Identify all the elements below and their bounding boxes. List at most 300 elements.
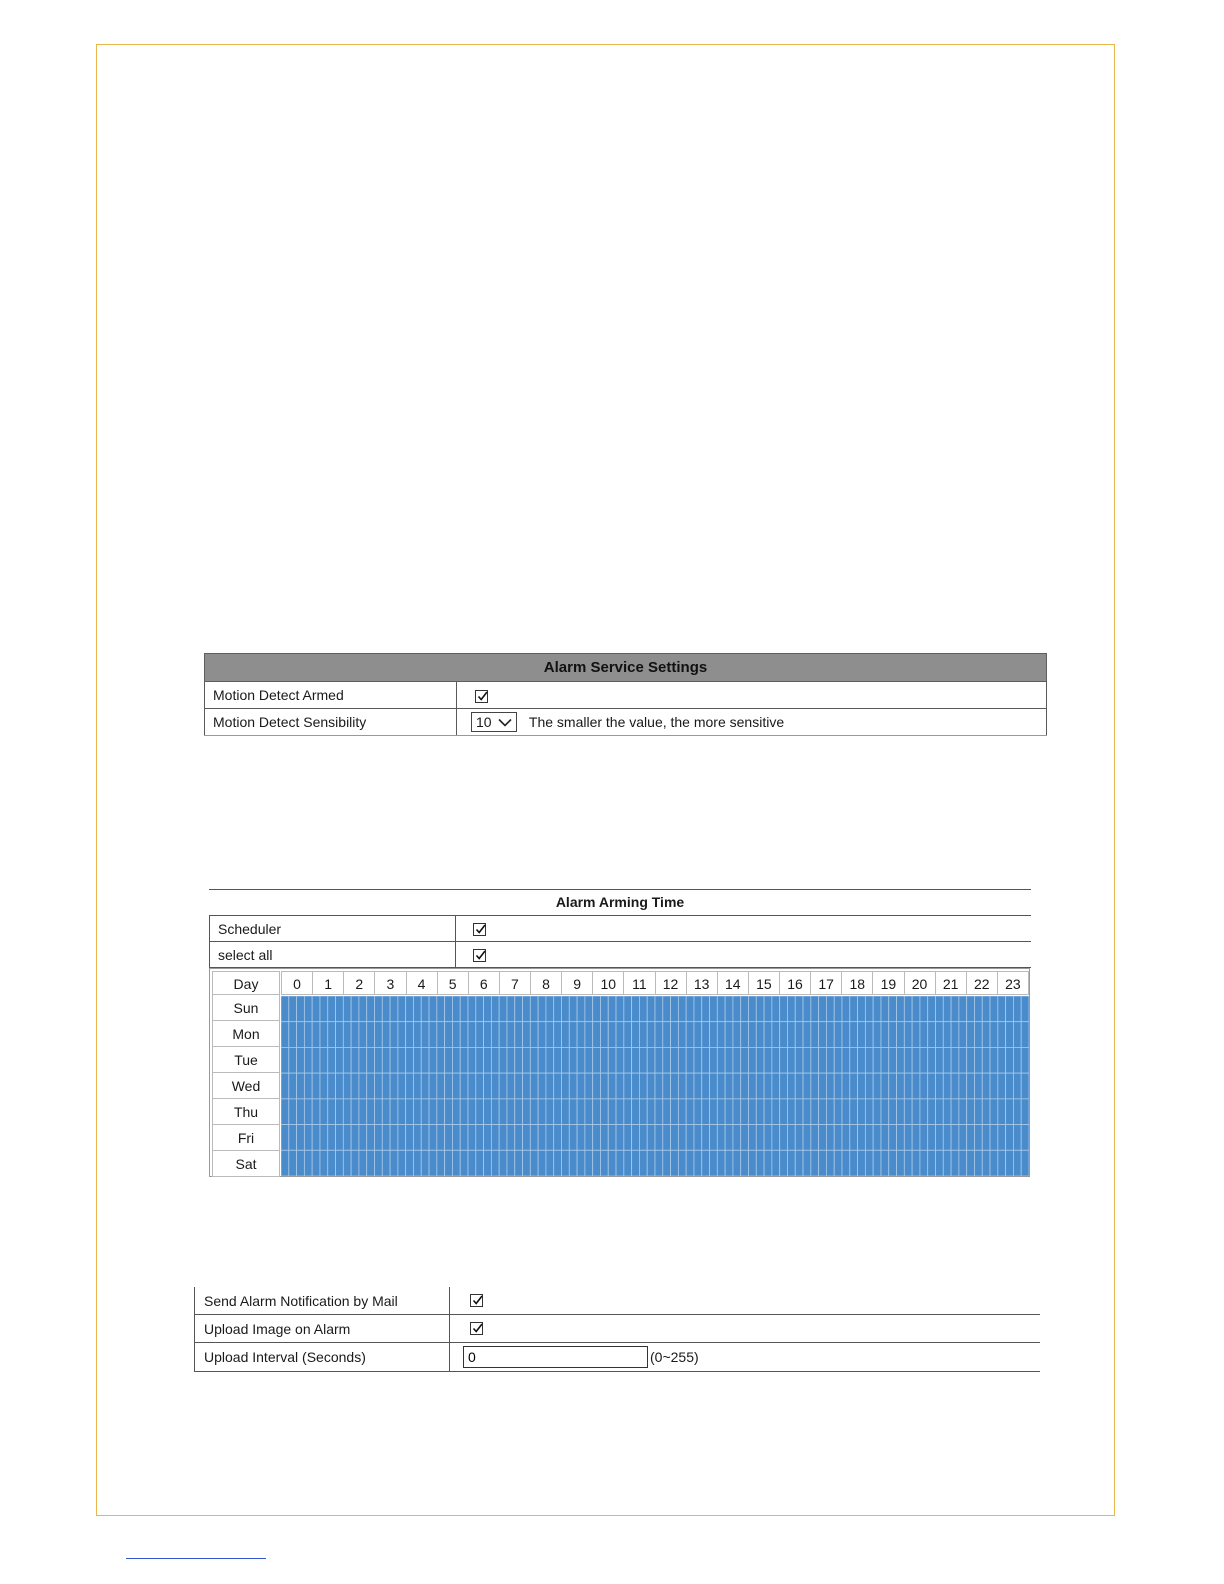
hour-header-9[interactable]: 9	[562, 971, 593, 995]
schedule-slot[interactable]	[523, 1150, 531, 1176]
schedule-slot[interactable]	[390, 1047, 398, 1073]
schedule-slot[interactable]	[772, 1073, 780, 1099]
schedule-slot[interactable]	[421, 996, 429, 1022]
schedule-slot[interactable]	[865, 1073, 873, 1099]
schedule-slot[interactable]	[678, 1047, 686, 1073]
schedule-slot[interactable]	[452, 1047, 460, 1073]
schedule-slot[interactable]	[390, 1022, 398, 1048]
schedule-slot[interactable]	[725, 1073, 733, 1099]
schedule-slot[interactable]	[1006, 1047, 1014, 1073]
schedule-slot[interactable]	[476, 1022, 484, 1048]
day-label-sat[interactable]: Sat	[212, 1151, 280, 1177]
schedule-slot[interactable]	[608, 1125, 616, 1151]
schedule-slot[interactable]	[569, 1073, 577, 1099]
schedule-slot[interactable]	[375, 1022, 383, 1048]
schedule-slot[interactable]	[593, 1099, 601, 1125]
schedule-slot[interactable]	[585, 1022, 593, 1048]
schedule-slot[interactable]	[671, 1022, 679, 1048]
schedule-slot[interactable]	[717, 1099, 725, 1125]
schedule-slot[interactable]	[702, 1022, 710, 1048]
schedule-slot[interactable]	[445, 1073, 453, 1099]
schedule-slot[interactable]	[398, 1099, 406, 1125]
schedule-slot[interactable]	[328, 1125, 336, 1151]
schedule-slot[interactable]	[562, 1022, 570, 1048]
schedule-slot[interactable]	[865, 1047, 873, 1073]
schedule-slot[interactable]	[678, 1022, 686, 1048]
schedule-slot[interactable]	[764, 1073, 772, 1099]
schedule-slot[interactable]	[850, 996, 858, 1022]
schedule-slot[interactable]	[787, 1125, 795, 1151]
hour-header-14[interactable]: 14	[718, 971, 749, 995]
schedule-slot[interactable]	[413, 1099, 421, 1125]
schedule-slot[interactable]	[468, 1073, 476, 1099]
schedule-slot[interactable]	[741, 996, 749, 1022]
hour-header-19[interactable]: 19	[873, 971, 904, 995]
schedule-slot[interactable]	[343, 1022, 351, 1048]
schedule-slot[interactable]	[663, 996, 671, 1022]
schedule-slot[interactable]	[865, 1099, 873, 1125]
schedule-slot[interactable]	[445, 1022, 453, 1048]
schedule-slot[interactable]	[281, 1099, 289, 1125]
schedule-slot[interactable]	[936, 996, 944, 1022]
schedule-slot[interactable]	[328, 1047, 336, 1073]
schedule-slot[interactable]	[507, 1099, 515, 1125]
schedule-slot[interactable]	[904, 1073, 912, 1099]
schedule-slot[interactable]	[951, 1125, 959, 1151]
schedule-slot[interactable]	[826, 1022, 834, 1048]
schedule-slot[interactable]	[616, 1047, 624, 1073]
schedule-slot[interactable]	[491, 1073, 499, 1099]
schedule-slot[interactable]	[336, 1047, 344, 1073]
schedule-slot[interactable]	[632, 1099, 640, 1125]
schedule-slot[interactable]	[491, 1047, 499, 1073]
schedule-slot[interactable]	[320, 1073, 328, 1099]
schedule-slot[interactable]	[554, 1125, 562, 1151]
schedule-slot[interactable]	[320, 1022, 328, 1048]
schedule-slot[interactable]	[1013, 996, 1021, 1022]
schedule-slot[interactable]	[951, 996, 959, 1022]
schedule-slot[interactable]	[413, 1150, 421, 1176]
schedule-slot[interactable]	[749, 1047, 757, 1073]
schedule-slot[interactable]	[756, 1099, 764, 1125]
schedule-slot[interactable]	[826, 996, 834, 1022]
schedule-slot[interactable]	[406, 1125, 414, 1151]
schedule-slot[interactable]	[717, 1047, 725, 1073]
schedule-slot[interactable]	[819, 1022, 827, 1048]
schedule-slot[interactable]	[694, 996, 702, 1022]
schedule-slot[interactable]	[647, 1022, 655, 1048]
schedule-slot[interactable]	[834, 1073, 842, 1099]
schedule-slot[interactable]	[967, 1022, 975, 1048]
schedule-slot[interactable]	[1013, 1047, 1021, 1073]
schedule-slot[interactable]	[647, 1125, 655, 1151]
schedule-slot[interactable]	[468, 1150, 476, 1176]
schedule-slot[interactable]	[881, 1022, 889, 1048]
schedule-slot[interactable]	[546, 1150, 554, 1176]
schedule-slot[interactable]	[912, 1150, 920, 1176]
schedule-slot[interactable]	[359, 1150, 367, 1176]
schedule-slot[interactable]	[873, 1022, 881, 1048]
schedule-slot[interactable]	[398, 1047, 406, 1073]
schedule-slot[interactable]	[429, 1047, 437, 1073]
schedule-slot[interactable]	[982, 1047, 990, 1073]
schedule-slot[interactable]	[523, 1099, 531, 1125]
schedule-slot[interactable]	[749, 1150, 757, 1176]
schedule-slot[interactable]	[811, 1047, 819, 1073]
schedule-slot[interactable]	[772, 1022, 780, 1048]
schedule-slot[interactable]	[406, 1073, 414, 1099]
schedule-slot[interactable]	[741, 1073, 749, 1099]
schedule-slot[interactable]	[756, 996, 764, 1022]
schedule-slot[interactable]	[585, 1125, 593, 1151]
schedule-slot[interactable]	[1006, 1099, 1014, 1125]
schedule-slot[interactable]	[881, 996, 889, 1022]
schedule-slot[interactable]	[897, 1073, 905, 1099]
schedule-slot[interactable]	[484, 1099, 492, 1125]
schedule-slot[interactable]	[974, 1022, 982, 1048]
schedule-slot[interactable]	[445, 1099, 453, 1125]
schedule-slot[interactable]	[577, 1073, 585, 1099]
schedule-slot[interactable]	[710, 1099, 718, 1125]
schedule-slot[interactable]	[920, 1073, 928, 1099]
schedule-slot[interactable]	[593, 1073, 601, 1099]
schedule-slot[interactable]	[437, 1047, 445, 1073]
schedule-slot[interactable]	[811, 1099, 819, 1125]
schedule-slot[interactable]	[452, 1099, 460, 1125]
schedule-slot[interactable]	[819, 1125, 827, 1151]
schedule-slot[interactable]	[990, 1022, 998, 1048]
schedule-slot[interactable]	[943, 996, 951, 1022]
schedule-slot[interactable]	[842, 1073, 850, 1099]
schedule-slot[interactable]	[382, 1047, 390, 1073]
schedule-slot[interactable]	[507, 1150, 515, 1176]
hour-header-5[interactable]: 5	[438, 971, 469, 995]
schedule-slot[interactable]	[647, 1047, 655, 1073]
schedule-slot[interactable]	[328, 1150, 336, 1176]
schedule-slot[interactable]	[639, 1022, 647, 1048]
schedule-slot[interactable]	[967, 1150, 975, 1176]
schedule-slot[interactable]	[842, 1022, 850, 1048]
schedule-slot[interactable]	[795, 1047, 803, 1073]
sensibility-select[interactable]	[471, 712, 517, 732]
schedule-slot[interactable]	[889, 1150, 897, 1176]
schedule-slot[interactable]	[1021, 996, 1029, 1022]
schedule-slot[interactable]	[639, 1125, 647, 1151]
schedule-slot[interactable]	[530, 1125, 538, 1151]
schedule-slot[interactable]	[710, 1047, 718, 1073]
hour-header-23[interactable]: 23	[998, 971, 1029, 995]
schedule-slot[interactable]	[359, 1099, 367, 1125]
schedule-slot[interactable]	[562, 1150, 570, 1176]
schedule-slot[interactable]	[702, 1099, 710, 1125]
day-label-tue[interactable]: Tue	[212, 1047, 280, 1073]
schedule-slot[interactable]	[429, 1099, 437, 1125]
hour-header-22[interactable]: 22	[967, 971, 998, 995]
schedule-slot[interactable]	[733, 1073, 741, 1099]
schedule-slot[interactable]	[780, 1150, 788, 1176]
schedule-slot[interactable]	[312, 1073, 320, 1099]
schedule-slot[interactable]	[998, 1073, 1006, 1099]
schedule-slot[interactable]	[297, 996, 305, 1022]
schedule-slot[interactable]	[608, 996, 616, 1022]
schedule-slot[interactable]	[530, 1073, 538, 1099]
schedule-slot[interactable]	[865, 1022, 873, 1048]
schedule-slot[interactable]	[795, 1022, 803, 1048]
schedule-slot[interactable]	[608, 1150, 616, 1176]
schedule-slot[interactable]	[608, 1022, 616, 1048]
schedule-slot[interactable]	[702, 1125, 710, 1151]
schedule-slot[interactable]	[562, 1073, 570, 1099]
schedule-slot[interactable]	[491, 996, 499, 1022]
schedule-slot[interactable]	[749, 1073, 757, 1099]
schedule-slot[interactable]	[445, 996, 453, 1022]
schedule-slot[interactable]	[538, 1047, 546, 1073]
schedule-slot[interactable]	[336, 1125, 344, 1151]
schedule-slot[interactable]	[889, 996, 897, 1022]
schedule-slot[interactable]	[437, 1073, 445, 1099]
schedule-slot[interactable]	[297, 1125, 305, 1151]
schedule-slot[interactable]	[421, 1022, 429, 1048]
schedule-slot[interactable]	[686, 1022, 694, 1048]
schedule-slot[interactable]	[982, 1125, 990, 1151]
schedule-slot[interactable]	[452, 1073, 460, 1099]
schedule-slot[interactable]	[756, 1047, 764, 1073]
schedule-slot[interactable]	[803, 1150, 811, 1176]
schedule-slot[interactable]	[998, 1125, 1006, 1151]
schedule-slot[interactable]	[530, 1022, 538, 1048]
schedule-slot[interactable]	[990, 1047, 998, 1073]
schedule-slot[interactable]	[842, 1047, 850, 1073]
schedule-slot[interactable]	[694, 1150, 702, 1176]
schedule-slot[interactable]	[998, 1047, 1006, 1073]
schedule-slot[interactable]	[460, 996, 468, 1022]
schedule-slot[interactable]	[858, 1099, 866, 1125]
schedule-slot[interactable]	[1021, 1047, 1029, 1073]
schedule-slot[interactable]	[523, 996, 531, 1022]
schedule-slot[interactable]	[476, 1099, 484, 1125]
schedule-slot[interactable]	[678, 996, 686, 1022]
schedule-slot[interactable]	[437, 996, 445, 1022]
schedule-slot[interactable]	[990, 1099, 998, 1125]
schedule-slot[interactable]	[523, 1047, 531, 1073]
schedule-slot[interactable]	[562, 1047, 570, 1073]
schedule-slot[interactable]	[1021, 1022, 1029, 1048]
schedule-slot[interactable]	[951, 1099, 959, 1125]
schedule-slot[interactable]	[624, 1150, 632, 1176]
schedule-slot[interactable]	[982, 1073, 990, 1099]
schedule-slot[interactable]	[367, 1047, 375, 1073]
schedule-slot[interactable]	[1021, 1125, 1029, 1151]
schedule-slot[interactable]	[460, 1022, 468, 1048]
schedule-slot[interactable]	[780, 1022, 788, 1048]
schedule-slot[interactable]	[468, 1022, 476, 1048]
schedule-slot[interactable]	[671, 1099, 679, 1125]
schedule-slot[interactable]	[873, 1047, 881, 1073]
schedule-slot[interactable]	[741, 1150, 749, 1176]
schedule-slot[interactable]	[600, 996, 608, 1022]
schedule-slot[interactable]	[639, 1150, 647, 1176]
hour-header-1[interactable]: 1	[313, 971, 344, 995]
schedule-slot[interactable]	[842, 1125, 850, 1151]
schedule-slot[interactable]	[1021, 1099, 1029, 1125]
schedule-slot[interactable]	[710, 1150, 718, 1176]
schedule-slot[interactable]	[655, 1150, 663, 1176]
schedule-slot[interactable]	[546, 996, 554, 1022]
schedule-slot[interactable]	[803, 1099, 811, 1125]
schedule-slot[interactable]	[951, 1150, 959, 1176]
schedule-slot[interactable]	[959, 1125, 967, 1151]
schedule-slot[interactable]	[811, 1073, 819, 1099]
schedule-slot[interactable]	[678, 1099, 686, 1125]
schedule-slot[interactable]	[507, 1047, 515, 1073]
schedule-slot[interactable]	[803, 1047, 811, 1073]
schedule-slot[interactable]	[554, 1150, 562, 1176]
send-mail-checkbox[interactable]	[470, 1294, 483, 1307]
schedule-slot[interactable]	[569, 1022, 577, 1048]
schedule-slot[interactable]	[569, 1099, 577, 1125]
schedule-slot[interactable]	[1006, 996, 1014, 1022]
hour-header-2[interactable]: 2	[344, 971, 375, 995]
schedule-slot[interactable]	[413, 1022, 421, 1048]
schedule-slot[interactable]	[733, 1022, 741, 1048]
schedule-slot[interactable]	[974, 1099, 982, 1125]
schedule-slot[interactable]	[336, 1099, 344, 1125]
schedule-slot[interactable]	[834, 1022, 842, 1048]
schedule-slot[interactable]	[304, 1047, 312, 1073]
schedule-slot[interactable]	[445, 1150, 453, 1176]
schedule-slot[interactable]	[476, 1125, 484, 1151]
schedule-slot[interactable]	[336, 1022, 344, 1048]
schedule-slot[interactable]	[873, 1150, 881, 1176]
schedule-slot[interactable]	[375, 1150, 383, 1176]
schedule-slot[interactable]	[530, 1099, 538, 1125]
schedule-slot[interactable]	[990, 1150, 998, 1176]
schedule-slot[interactable]	[390, 996, 398, 1022]
schedule-slot[interactable]	[725, 1125, 733, 1151]
schedule-slot[interactable]	[671, 996, 679, 1022]
schedule-slot[interactable]	[437, 1150, 445, 1176]
schedule-slot[interactable]	[530, 1150, 538, 1176]
day-label-sun[interactable]: Sun	[212, 995, 280, 1021]
schedule-slot[interactable]	[515, 1125, 523, 1151]
schedule-slot[interactable]	[546, 1099, 554, 1125]
schedule-slot[interactable]	[974, 1150, 982, 1176]
schedule-slot[interactable]	[390, 1150, 398, 1176]
schedule-slot[interactable]	[359, 1022, 367, 1048]
schedule-slot[interactable]	[967, 996, 975, 1022]
schedule-slot[interactable]	[764, 1099, 772, 1125]
schedule-slot[interactable]	[663, 1022, 671, 1048]
schedule-slot[interactable]	[663, 1073, 671, 1099]
schedule-slot[interactable]	[951, 1022, 959, 1048]
schedule-slot[interactable]	[600, 1150, 608, 1176]
schedule-slot[interactable]	[772, 1099, 780, 1125]
schedule-slot[interactable]	[429, 1022, 437, 1048]
schedule-slot[interactable]	[585, 1073, 593, 1099]
schedule-slot[interactable]	[351, 1047, 359, 1073]
schedule-slot[interactable]	[795, 1099, 803, 1125]
schedule-slot[interactable]	[624, 1047, 632, 1073]
schedule-slot[interactable]	[499, 1047, 507, 1073]
schedule-slot[interactable]	[375, 1047, 383, 1073]
schedule-slot[interactable]	[320, 1099, 328, 1125]
schedule-slot[interactable]	[491, 1099, 499, 1125]
schedule-slot[interactable]	[1006, 1125, 1014, 1151]
schedule-slot[interactable]	[437, 1125, 445, 1151]
schedule-slot[interactable]	[998, 1099, 1006, 1125]
schedule-slot[interactable]	[624, 1099, 632, 1125]
schedule-slot[interactable]	[865, 996, 873, 1022]
schedule-slot[interactable]	[351, 1125, 359, 1151]
schedule-slot[interactable]	[780, 996, 788, 1022]
schedule-slot[interactable]	[967, 1073, 975, 1099]
day-label-wed[interactable]: Wed	[212, 1073, 280, 1099]
schedule-slot[interactable]	[819, 1150, 827, 1176]
schedule-slot[interactable]	[787, 996, 795, 1022]
schedule-slot[interactable]	[928, 1125, 936, 1151]
schedule-slot[interactable]	[936, 1022, 944, 1048]
schedule-slot[interactable]	[328, 1099, 336, 1125]
schedule-slot[interactable]	[515, 1047, 523, 1073]
schedule-slot[interactable]	[967, 1125, 975, 1151]
schedule-slot[interactable]	[826, 1150, 834, 1176]
schedule-slot[interactable]	[452, 1022, 460, 1048]
schedule-slot[interactable]	[289, 1022, 297, 1048]
schedule-slot[interactable]	[382, 1125, 390, 1151]
schedule-slot[interactable]	[421, 1073, 429, 1099]
schedule-slot[interactable]	[569, 1150, 577, 1176]
schedule-slot[interactable]	[998, 1150, 1006, 1176]
schedule-slot[interactable]	[577, 1022, 585, 1048]
schedule-slot[interactable]	[515, 1099, 523, 1125]
schedule-slot[interactable]	[624, 996, 632, 1022]
schedule-slot[interactable]	[694, 1099, 702, 1125]
schedule-slot[interactable]	[842, 996, 850, 1022]
hour-header-0[interactable]: 0	[281, 971, 313, 995]
schedule-slot[interactable]	[795, 1150, 803, 1176]
schedule-slot[interactable]	[897, 1047, 905, 1073]
schedule-slot[interactable]	[655, 1125, 663, 1151]
schedule-slot[interactable]	[671, 1150, 679, 1176]
schedule-slot[interactable]	[764, 1022, 772, 1048]
schedule-slot[interactable]	[328, 1073, 336, 1099]
schedule-slot[interactable]	[725, 1150, 733, 1176]
hour-header-18[interactable]: 18	[842, 971, 873, 995]
hour-header-17[interactable]: 17	[811, 971, 842, 995]
schedule-slot[interactable]	[826, 1099, 834, 1125]
schedule-slot[interactable]	[569, 996, 577, 1022]
scheduler-checkbox[interactable]	[473, 923, 486, 936]
schedule-slot[interactable]	[632, 1047, 640, 1073]
schedule-slot[interactable]	[312, 1099, 320, 1125]
hour-header-12[interactable]: 12	[656, 971, 687, 995]
schedule-slot[interactable]	[398, 1150, 406, 1176]
schedule-slot[interactable]	[787, 1022, 795, 1048]
schedule-slot[interactable]	[429, 996, 437, 1022]
motion-detect-armed-checkbox[interactable]	[475, 690, 488, 703]
schedule-slot[interactable]	[406, 1022, 414, 1048]
schedule-slot[interactable]	[655, 1047, 663, 1073]
schedule-slot[interactable]	[320, 1125, 328, 1151]
schedule-slot[interactable]	[616, 1099, 624, 1125]
schedule-slot[interactable]	[600, 1125, 608, 1151]
schedule-slot[interactable]	[608, 1099, 616, 1125]
schedule-slot[interactable]	[577, 1125, 585, 1151]
schedule-slot[interactable]	[304, 1073, 312, 1099]
schedule-slot[interactable]	[725, 1022, 733, 1048]
schedule-slot[interactable]	[850, 1150, 858, 1176]
schedule-slot[interactable]	[382, 1099, 390, 1125]
